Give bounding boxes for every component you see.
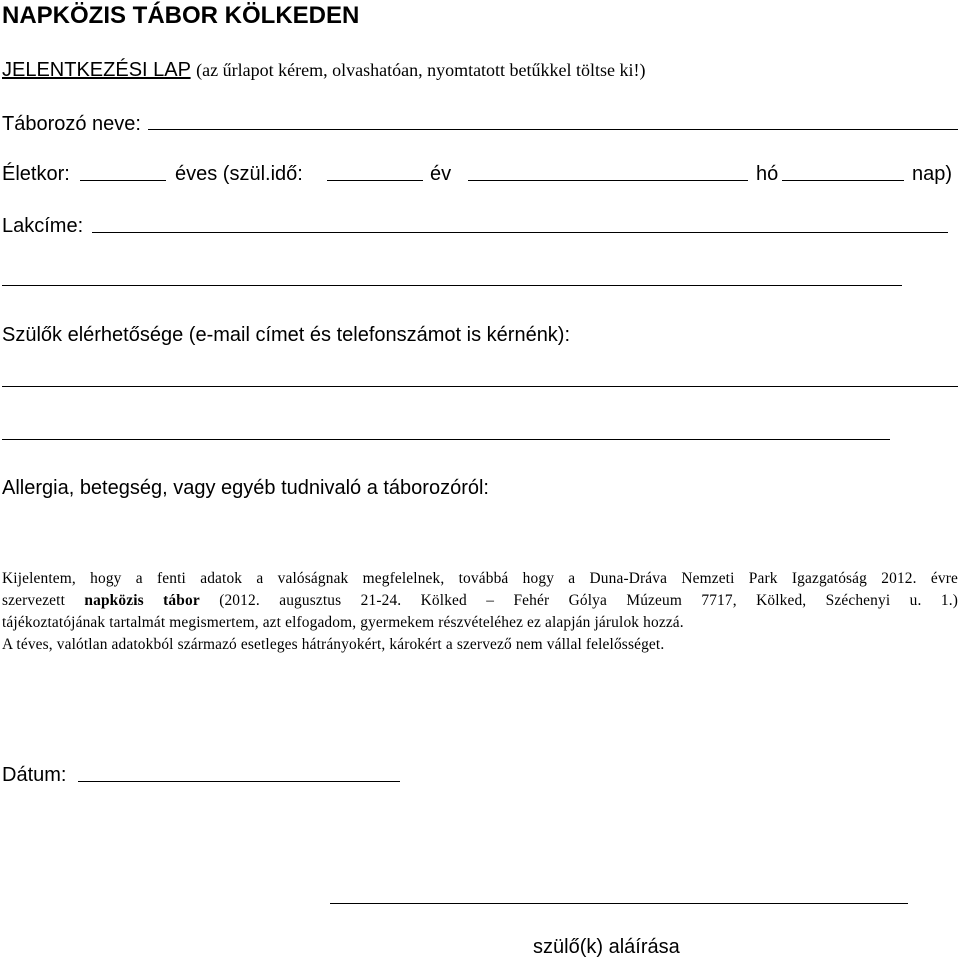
declaration-line-4: A téves, valótlan adatokból származó esetleges hátrányokért, károkért a szervező nem vállal felelősséget.: [2, 636, 665, 653]
date-field[interactable]: [78, 781, 400, 782]
month-label: hó: [756, 163, 779, 185]
address-label: Lakcíme:: [2, 215, 84, 237]
parents-contact-label: Szülők elérhetősége (e-mail címet és telefonszámot is kérnénk):: [2, 324, 571, 346]
camper-name-label: Táborozó neve:: [2, 113, 141, 135]
address-field-line-2[interactable]: [2, 285, 902, 286]
declaration-line-2-end: (2012. augusztus 21-24. Kölked – Fehér Gólya Múzeum 7717, Kölked, Széchenyi u. 1.): [219, 592, 958, 609]
form-name: JELENTKEZÉSI LAP: [2, 59, 191, 81]
year-label: év: [430, 163, 452, 185]
signature-field[interactable]: [330, 903, 908, 904]
declaration-paragraph: [2, 568, 958, 656]
form-subtitle: [2, 58, 646, 82]
age-field[interactable]: [80, 180, 166, 181]
allergy-label: Allergia, betegség, vagy egyéb tudnivaló a táborozóról:: [2, 477, 489, 499]
declaration-line-3: tájékoztatójának tartalmát megismertem, azt elfogadom, gyermekem részvételéhez ez alapján járulok hozzá.: [2, 614, 684, 631]
birth-year-field[interactable]: [327, 180, 423, 181]
age-label: Életkor:: [2, 163, 70, 185]
camp-name-emphasis: napközis tábor: [84, 592, 200, 609]
date-label: Dátum:: [2, 764, 67, 786]
camper-name-field[interactable]: [148, 129, 958, 130]
day-label: nap): [912, 163, 953, 185]
parents-contact-field-line-2[interactable]: [2, 439, 890, 440]
birth-month-field[interactable]: [468, 180, 748, 181]
signature-label: szülő(k) aláírása: [533, 936, 680, 958]
age-unit-label: éves (szül.idő:: [175, 163, 303, 185]
declaration-line-1: Kijelentem, hogy a fenti adatok a valóságnak megfelelnek, továbbá hogy a Duna-Dráva Nemzeti Park Igazgatóság 2012. évre: [2, 570, 958, 587]
declaration-line-2: [2, 590, 958, 612]
birth-day-field[interactable]: [782, 180, 904, 181]
parents-contact-field-line-1[interactable]: [2, 386, 958, 387]
page-title: NAPKÖZIS TÁBOR KÖLKEDEN: [2, 2, 360, 29]
address-field-line-1[interactable]: [92, 232, 948, 233]
declaration-line-2-start: szervezett: [2, 592, 66, 609]
form-note: (az űrlapot kérem, olvashatóan, nyomtatott betűkkel töltse ki!): [196, 60, 646, 80]
